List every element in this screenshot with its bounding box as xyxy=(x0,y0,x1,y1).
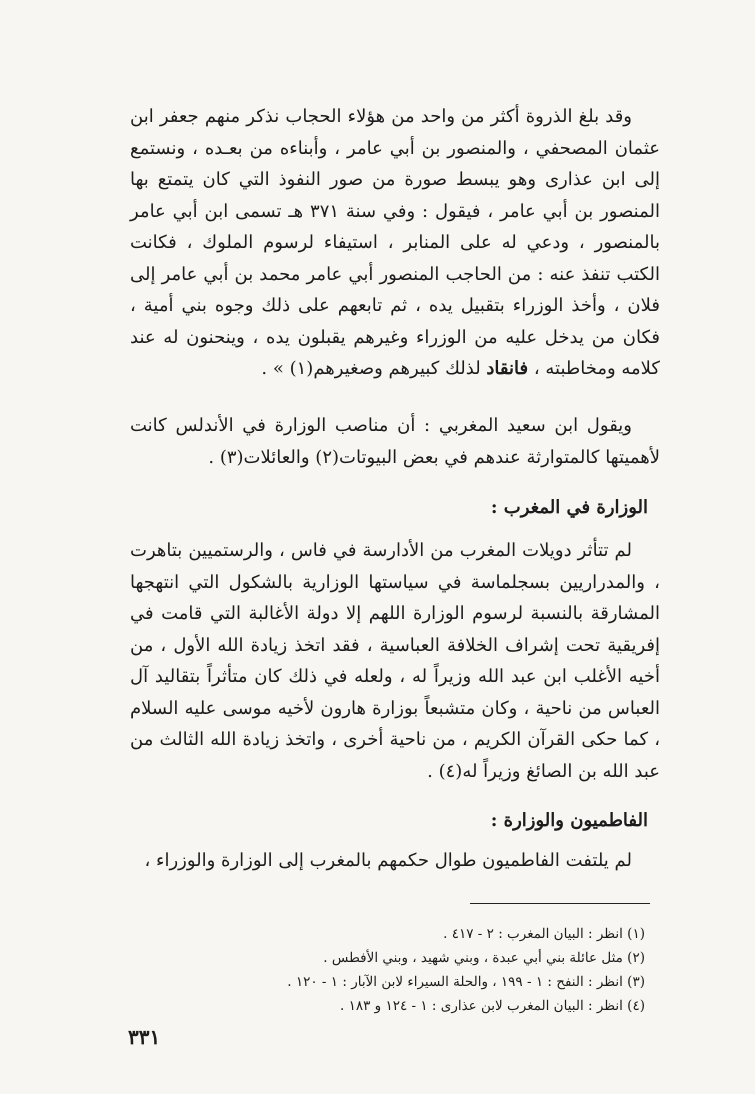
paragraph-hajib-text: وقد بلغ الذروة أكثر من واحد من هؤلاء الحجاب نذكر منهم جعفر ابن عثمان المصحفي ، والمنصور بن أبي عامر ، وأبناءه من بعـده ، ونستمع إلى ابن عذارى وهو يبسط صورة من صور النفوذ التي كان يتمتع بها المنصور بن أبي عامر ، فيقول : وفي سنة ٣٧١ هـ تسمى ابن أبي عامر بالمنصور ، ودعي له على المنابر ، استيفاء لرسوم الملوك ، فكانت الكتب تنفذ عنه : من الحاجب المنصور أبي عامر محمد بن أبي عامر إلى فلان ، وأخذ الوزراء بتقبيل يده ، ثم تابعهم على ذلك وجوه بني أمية ، فكان من يدخل عليه من الوزراء وغيرهم يقبلون يده ، وينحنون له عند كلامه ومخاطبته ، xyxy=(130,106,661,379)
section-heading-maghrib: الوزارة في المغرب : xyxy=(490,497,648,518)
page-number: ٣٣١ xyxy=(128,1025,161,1049)
paragraph-hajib-end: لذلك كبيرهم وصغيرهم(١) » . xyxy=(261,358,487,379)
footnote-2: (٢) مثل عائلة بني أبي عبدة ، وبني شهيد ، وبني الأفطس . xyxy=(323,950,645,966)
paragraph-hajib xyxy=(130,101,660,385)
footnote-1: (١) انظر : البيان المغرب : ٢ - ٤١٧ . xyxy=(443,926,645,942)
paragraph-ibn-said-text: ويقول ابن سعيد المغربي : أن مناصب الوزارة في الأندلس كانت لأهميتها كالمتوارثة عندهم في بعض البيوتات(٢) والعائلات(٣) . xyxy=(130,415,660,468)
paragraph-ibn-said xyxy=(130,410,660,473)
paragraph-fatimids xyxy=(130,845,660,877)
paragraph-maghrib xyxy=(130,535,660,787)
paragraph-maghrib-text: لم تتأثر دويلات المغرب من الأدارسة في فاس ، والرستميين بتاهرت ، والمدراريين بسجلماسة في سياستها الوزارية بالشكول التي انتهجها المشارقة بالنسبة لرسوم الوزارة اللهم إلا دولة الأغالبة التي قامت في إفريقية تحت إشراف الخلافة العباسية ، فقد اتخذ زيادة الله الأول ، من أخيه الأغلب ابن عبد الله وزيراً له ، ولعله في ذلك كان متأثراً بتقاليد آل العباس من ناحية ، وكان متشبعاً بوزارة هارون لأخيه موسى عليه السلام ، كما حكى القرآن الكريم ، من ناحية أخرى ، واتخذ زيادة الله الثالث من عبد الله بن الصائغ وزيراً له(٤) . xyxy=(130,540,660,782)
bold-word: فانقاد xyxy=(486,358,529,379)
footnote-4: (٤) انظر : البيان المغرب لابن عذارى : ١ - ١٢٤ و ١٨٣ . xyxy=(339,998,645,1014)
footnotes xyxy=(160,922,645,1018)
section-heading-fatimids: الفاطميون والوزارة : xyxy=(490,810,648,831)
footnote-divider xyxy=(470,903,650,904)
paragraph-fatimids-text: لم يلتفت الفاطميون طوال حكمهم بالمغرب إلى الوزارة والوزراء ، xyxy=(144,850,632,871)
footnote-3: (٣) انظر : النفح : ١ - ١٩٩ ، والحلة السيراء لابن الآبار : ١ - ١٢٠ . xyxy=(287,974,645,990)
